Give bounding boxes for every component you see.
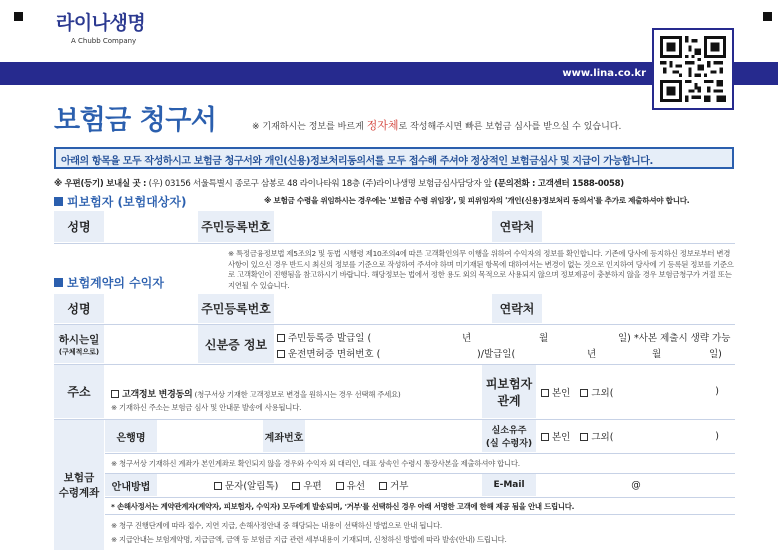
section-beneficiary-title: 보험계약의 수익자 (67, 276, 164, 290)
email-label: E-Mail (482, 474, 536, 496)
guide-option-phone[interactable] (336, 478, 365, 492)
id-line1-note: *사본 제출시 생략 가능 (634, 333, 731, 344)
mail-address-text: (우) 03156 서울특별시 종로구 삼봉로 48 라이나타워 18층 (주)라이나생명 보험금심사담당자 앞 (146, 179, 495, 189)
id-line2-month: 월 (652, 349, 662, 360)
checkbox-icon[interactable] (214, 482, 222, 490)
company-logo (56, 8, 145, 45)
checkbox-icon[interactable] (111, 390, 119, 398)
claim-account-label (54, 420, 104, 550)
account-number-field[interactable] (306, 420, 481, 452)
corner-mark-right (763, 12, 772, 21)
guide-note-2: ※ 지급안내는 보험계약명, 지급금액, 금액 등 보험금 지급 관련 세부내용이 기재되며, 신청하신 방법에 따라 발송(안내) 드립니다. (111, 535, 507, 544)
divider (54, 243, 735, 244)
owner-label-sub: (실 수령자) (485, 439, 533, 449)
corner-mark-left (14, 12, 23, 21)
mail-address (54, 177, 624, 189)
id-info-field (275, 325, 735, 363)
relation-label-sub: 관계 (497, 393, 521, 408)
id-line2-day: 일) (709, 349, 722, 360)
account-note: ※ 청구서상 기재하신 계좌가 본인계좌로 확인되지 않을 경우와 수익자 외 대리인, 대표 상속인 수령시 통장사본을 제출하셔야 합니다. (111, 458, 520, 468)
checkbox-icon[interactable] (379, 482, 387, 490)
owner-close: ) (715, 430, 719, 442)
relation-option-self[interactable] (541, 385, 570, 399)
id-option-license-label: 운전면허증 면허번호 ( (288, 349, 381, 360)
section-insured-title: 피보험자 (보험대상자) (67, 195, 187, 209)
mail-contact: (문의전화 : 고객센터 1588-0058) (494, 179, 624, 189)
relation-label (482, 365, 536, 418)
guide-option-post[interactable] (292, 478, 321, 492)
insured-contact-field[interactable] (543, 211, 735, 242)
guide-option-post-label: 우편 (303, 481, 322, 492)
guide-option-refuse-label: 거부 (390, 481, 409, 492)
checkbox-icon[interactable] (541, 389, 549, 397)
id-line-1 (277, 330, 733, 342)
email-at: @ (631, 479, 641, 491)
section-square-icon (54, 197, 63, 206)
info-change-desc: (청구서상 기재한 고객정보로 변경을 원하시는 경우 선택해 주세요) (192, 390, 401, 399)
guide-option-phone-label: 유선 (346, 481, 366, 492)
website-url[interactable]: www.lina.co.kr (562, 68, 646, 79)
relation-self-label: 본인 (552, 387, 571, 399)
bank-name-label: 은행명 (105, 420, 157, 452)
occupation-label-sub: (구체적으로) (58, 347, 100, 356)
beneficiary-name-field[interactable] (105, 294, 197, 323)
claim-account-label-sub: 수령계좌 (58, 487, 100, 499)
owner-other-label: 그외( (591, 432, 614, 443)
id-option-license[interactable] (277, 346, 380, 360)
id-line2-mid: )/발급일( (477, 349, 516, 360)
claim-account-label-main: 보험금 (63, 472, 95, 484)
id-line1-month: 월 (539, 333, 549, 344)
checkbox-icon[interactable] (336, 482, 344, 490)
id-option-resident[interactable] (277, 330, 371, 344)
guide-bold-note-row (105, 498, 735, 514)
insured-contact-label: 연락처 (492, 211, 542, 242)
address-note: ※ 기재하신 주소는 보험금 심사 및 안내문 발송에 사용됩니다. (111, 403, 302, 412)
beneficiary-resident-field[interactable] (275, 294, 491, 323)
id-line1-year: 년 (462, 333, 472, 344)
owner-label (482, 420, 536, 452)
checkbox-icon[interactable] (541, 433, 549, 441)
relation-close: ) (715, 386, 719, 397)
checkbox-icon[interactable] (580, 433, 588, 441)
owner-option-other[interactable] (580, 429, 613, 443)
instruction-banner: 아래의 항목을 모두 작성하시고 보험금 청구서와 개인(신용)정보처리동의서를 모두 접수해 주셔야 정상적인 보험금심사 및 지급이 가능합니다. (54, 147, 734, 169)
brand-sub: A Chubb Company (71, 37, 137, 45)
checkbox-icon[interactable] (277, 350, 285, 358)
page-title: 보험금 청구서 (54, 105, 217, 136)
beneficiary-name-label: 성명 (54, 294, 104, 323)
account-number-label: 계좌번호 (263, 420, 305, 452)
guide-option-refuse[interactable] (379, 478, 408, 492)
relation-option-other[interactable] (580, 385, 613, 399)
guide-bold-note: * 손해사정서는 계약관계자(계약자, 피보험자, 수익자) 모두에게 발송되며, '거부'를 선택하신 경우 아래 서명한 고객에 한해 제공 됨을 안내 드립니다. (111, 501, 575, 511)
occupation-label (54, 325, 104, 363)
occupation-label-main: 하시는일 (58, 333, 100, 346)
id-info-label: 신분증 정보 (198, 325, 274, 363)
owner-self-label: 본인 (552, 432, 571, 443)
insured-resident-label: 주민등록번호 (198, 211, 274, 242)
title-note-highlight: 정자체 (366, 119, 399, 132)
brand-name: 라이나생명 (56, 12, 146, 34)
title-note-suffix: 로 작성해주시면 빠른 보험금 심사를 받으실 수 있습니다. (398, 122, 622, 132)
title-note (252, 117, 621, 133)
qr-code (652, 28, 734, 110)
address-label: 주소 (54, 365, 104, 418)
insured-name-field[interactable] (105, 211, 197, 242)
guide-option-sms[interactable] (214, 478, 278, 492)
section-insured (54, 193, 186, 210)
occupation-field[interactable] (105, 325, 197, 363)
section-beneficiary (54, 274, 164, 291)
mail-label: ※ 우편(등기) 보내실 곳 : (54, 179, 147, 189)
checkbox-icon[interactable] (292, 482, 300, 490)
owner-option-self[interactable] (541, 429, 570, 443)
insured-name-label: 성명 (54, 211, 104, 242)
insured-note: ※ 보험금 수령을 위임하시는 경우에는 '보험금 수령 위임장', 및 피위임자의 '개인(신용)정보처리 동의서'를 추가로 제출하셔야 합니다. (264, 196, 690, 205)
account-note-row (105, 454, 735, 472)
insured-resident-field[interactable] (275, 211, 491, 242)
id-line2-year: 년 (587, 349, 597, 360)
address-field[interactable] (105, 365, 481, 418)
bank-name-field[interactable] (158, 420, 262, 452)
info-change-label: 고객정보 변경동의 (122, 390, 193, 400)
guide-notes-row (105, 515, 735, 550)
guide-note-1: ※ 청구 진행단계에 따라 접수, 지연 지급, 손해사정안내 중 해당되는 내용이 선택하신 방법으로 안내 됩니다. (111, 521, 442, 530)
relation-label-main: 피보험자 (485, 376, 533, 391)
owner-label-main: 실소유주 (491, 426, 527, 436)
owner-field (537, 420, 735, 452)
title-note-prefix: ※ 기재하시는 정보를 바르게 (252, 122, 367, 132)
relation-other-label: 그외( (591, 387, 614, 399)
id-line-2 (277, 346, 733, 358)
guide-option-sms-label: 문자(알림톡) (225, 481, 279, 492)
beneficiary-resident-label: 주민등록번호 (198, 294, 274, 323)
checkbox-icon[interactable] (277, 334, 285, 342)
checkbox-icon[interactable] (580, 389, 588, 397)
info-change-consent[interactable] (111, 387, 401, 400)
email-field[interactable] (537, 474, 735, 496)
relation-field (537, 365, 735, 418)
id-option-resident-label: 주민등록증 발급일 ( (288, 333, 372, 344)
beneficiary-contact-label: 연락처 (492, 294, 542, 323)
section-square-icon (54, 278, 63, 287)
guide-method-field (158, 474, 481, 496)
beneficiary-contact-field[interactable] (543, 294, 735, 323)
qr-code-icon (660, 36, 726, 102)
id-line1-day: 일) (618, 333, 631, 344)
privacy-note: ※ 특정금융정보법 제5조의2 및 동법 시행령 제10조의4에 따른 고객확인의무 이행을 위하여 수익자의 정보를 확인합니다. 기존에 당사에 등지하신 정보로부터 변경사항이 있으신 경우 반드시 최신의 정보를 기준으로 작성하여 주셔야 하며 미기재된 항목에 대하여서는 변경이 없는 것으로 인지하여 당사에 기 등록된 정보를 기준으로 고객확인이 진행됨을 참고하시기 바랍니다. 해당정보는 법에서 정한 용도 외의 목적으로 사용되지 않으며 정보제공이 충분하지 않을 경우 보험금청구가 거절 또는 지연될 수 있습니다. (228, 249, 734, 290)
guide-method-label: 안내방법 (105, 474, 157, 496)
